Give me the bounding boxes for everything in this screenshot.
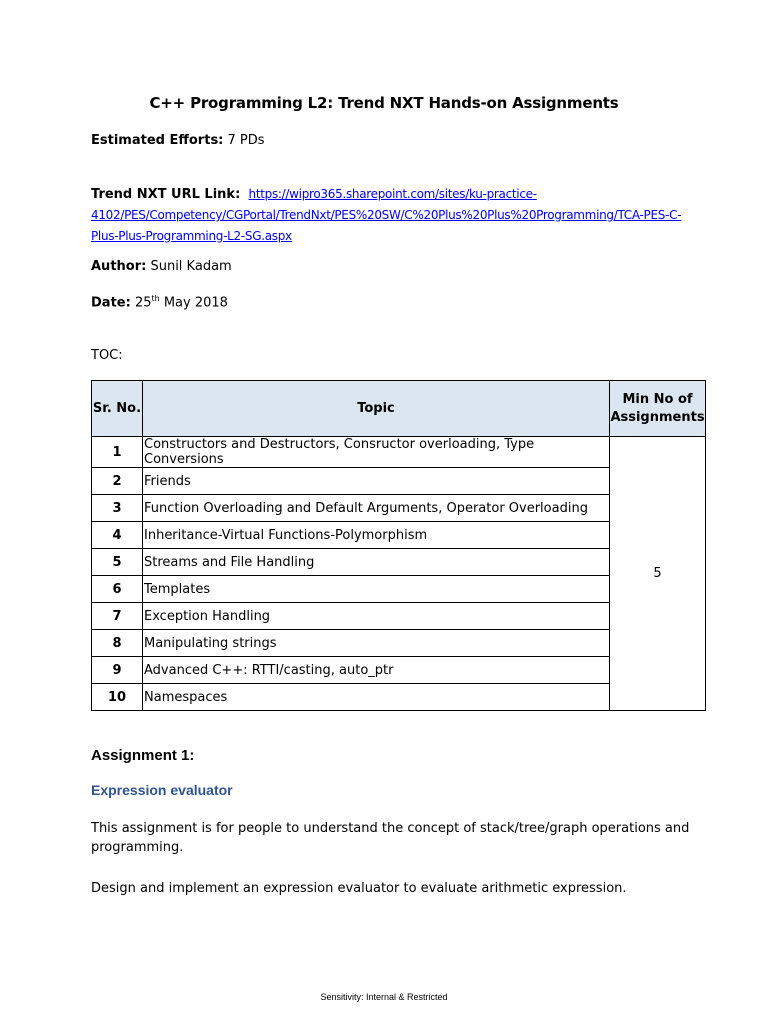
date-rest: May 2018 xyxy=(163,295,228,311)
author-line xyxy=(91,259,232,274)
min-assignments-header xyxy=(610,381,706,437)
date-label: Date: xyxy=(91,295,131,311)
toc-topic: Namespaces xyxy=(143,684,610,711)
topic-header: Topic xyxy=(143,381,610,437)
toc-sr-no: 6 xyxy=(92,576,143,603)
efforts-value: 7 PDs xyxy=(227,133,265,148)
toc-row xyxy=(92,437,706,468)
date-suffix: th xyxy=(151,294,160,303)
author-value: Sunil Kadam xyxy=(150,259,232,274)
page-title: C++ Programming L2: Trend NXT Hands-on Assignments xyxy=(149,94,619,112)
assignment-paragraph-1: This assignment is for people to understand the concept of stack/tree/graph operations and programming. xyxy=(91,821,690,855)
toc-topic: Streams and File Handling xyxy=(143,549,610,576)
toc-sr-no: 10 xyxy=(92,684,143,711)
url-label: Trend NXT URL Link: xyxy=(91,187,241,202)
toc-sr-no: 5 xyxy=(92,549,143,576)
toc-topic: Inheritance-Virtual Functions-Polymorphism xyxy=(143,522,610,549)
toc-topic: Constructors and Destructors, Consructor overloading, Type Conversions xyxy=(143,437,610,468)
sensitivity-footer: Sensitivity: Internal & Restricted xyxy=(320,992,448,1002)
toc-topic: Advanced C++: RTTI/casting, auto_ptr xyxy=(143,657,610,684)
toc-label: TOC: xyxy=(91,348,123,363)
assignment-subheading: Expression evaluator xyxy=(91,782,233,798)
toc-topic: Friends xyxy=(143,468,610,495)
toc-sr-no: 4 xyxy=(92,522,143,549)
url-link-block xyxy=(91,184,691,247)
toc-sr-no: 1 xyxy=(92,437,143,468)
efforts-label: Estimated Efforts: xyxy=(91,133,224,148)
toc-header-row xyxy=(92,381,706,437)
min-header-line-2: Assignments xyxy=(610,409,705,425)
url-line-2[interactable]: 4102/PES/Competency/CGPortal/TrendNxt/PES%20SW/C%20Plus%20Plus%20Programming/TCA-PES-C- xyxy=(91,208,682,222)
author-label: Author: xyxy=(91,259,147,274)
date-line xyxy=(91,294,228,310)
assignment-heading: Assignment 1: xyxy=(91,747,195,764)
date-day: 25 xyxy=(134,295,152,311)
toc-table xyxy=(91,380,706,711)
toc-topic: Manipulating strings xyxy=(143,630,610,657)
min-header-line-1: Min No of xyxy=(622,391,693,407)
sr-no-header: Sr. No. xyxy=(92,381,143,437)
assignment-paragraph-2: Design and implement an expression evaluator to evaluate arithmetic expression. xyxy=(91,881,627,896)
toc-sr-no: 9 xyxy=(92,657,143,684)
estimated-efforts xyxy=(91,133,265,148)
url-line-3[interactable]: Plus-Plus-Programming-L2-SG.aspx xyxy=(91,229,292,243)
toc-sr-no: 3 xyxy=(92,495,143,522)
toc-topic: Templates xyxy=(143,576,610,603)
toc-topic: Function Overloading and Default Arguments, Operator Overloading xyxy=(143,495,610,522)
toc-sr-no: 2 xyxy=(92,468,143,495)
toc-sr-no: 8 xyxy=(92,630,143,657)
toc-sr-no: 7 xyxy=(92,603,143,630)
toc-min-assignments: 5 xyxy=(610,437,706,711)
url-line-1[interactable]: https://wipro365.sharepoint.com/sites/ku-practice- xyxy=(248,187,537,201)
toc-topic: Exception Handling xyxy=(143,603,610,630)
